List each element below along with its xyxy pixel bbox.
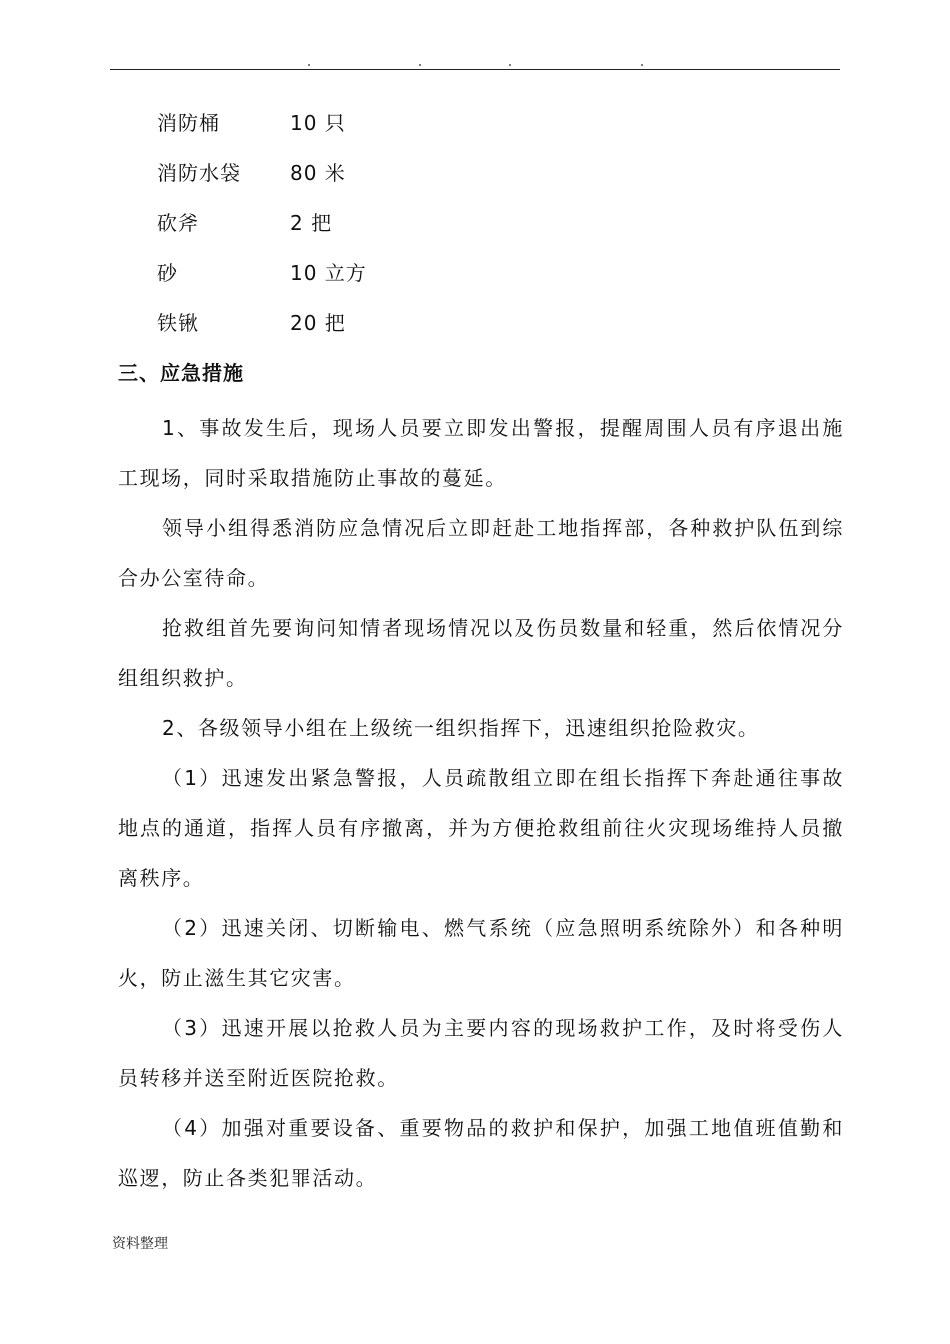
header-dot — [641, 64, 643, 66]
paragraph: （1）迅速发出紧急警报，人员疏散组立即在组长指挥下奔赴通往事故地点的通道，指挥人员有序撤离，并为方便抢救组前往火灾现场维持人员撤离秩序。 — [118, 766, 844, 890]
header-rule — [110, 69, 840, 70]
equipment-quantity: 20 把 — [290, 311, 346, 335]
paragraph: 2、各级领导小组在上级统一组织指挥下，迅速组织抢险救灾。 — [162, 716, 760, 740]
equipment-quantity: 80 米 — [290, 161, 346, 185]
paragraph: 1、事故发生后，现场人员要立即发出警报，提醒周围人员有序退出施工现场，同时采取措施防止事故的蔓延。 — [118, 416, 844, 490]
footer-label: 资料整理 — [112, 1236, 168, 1252]
header-dot — [509, 64, 511, 66]
equipment-name: 消防桶 — [157, 111, 220, 135]
body-text — [118, 403, 844, 1203]
equipment-name: 砍斧 — [157, 211, 199, 235]
equipment-name: 砂 — [157, 261, 178, 285]
equipment-row — [157, 254, 557, 304]
equipment-row — [157, 154, 557, 204]
equipment-list — [157, 104, 557, 354]
equipment-name: 铁锹 — [157, 311, 199, 335]
equipment-quantity: 10 只 — [290, 111, 346, 135]
equipment-quantity: 10 立方 — [290, 261, 367, 285]
equipment-row — [157, 304, 557, 354]
equipment-quantity: 2 把 — [290, 211, 333, 235]
paragraph: 领导小组得悉消防应急情况后立即赶赴工地指挥部，各种救护队伍到综合办公室待命。 — [118, 516, 844, 590]
equipment-name: 消防水袋 — [157, 161, 241, 185]
header-dot — [419, 64, 421, 66]
paragraph: （3）迅速开展以抢救人员为主要内容的现场救护工作，及时将受伤人员转移并送至附近医院抢救。 — [118, 1016, 844, 1090]
paragraph: （4）加强对重要设备、重要物品的救护和保护，加强工地值班值勤和巡逻，防止各类犯罪活动。 — [118, 1116, 844, 1190]
header-dot — [308, 64, 310, 66]
section-heading: 三、应急措施 — [118, 361, 244, 385]
equipment-row — [157, 104, 557, 154]
equipment-row — [157, 204, 557, 254]
paragraph: （2）迅速关闭、切断输电、燃气系统（应急照明系统除外）和各种明火，防止滋生其它灾害。 — [118, 916, 844, 990]
paragraph: 抢救组首先要询问知情者现场情况以及伤员数量和轻重，然后依情况分组组织救护。 — [118, 616, 844, 690]
